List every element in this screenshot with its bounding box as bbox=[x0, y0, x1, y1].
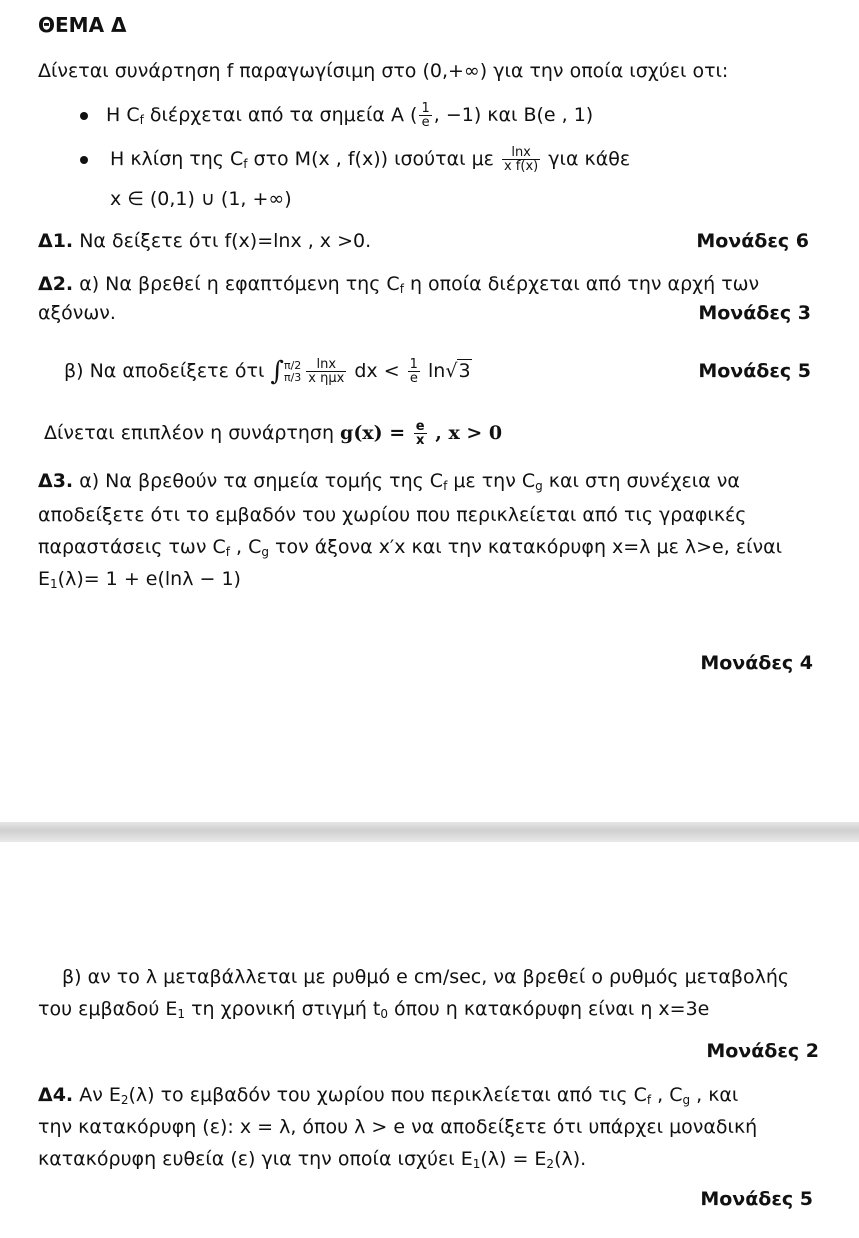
frac-num: lnx bbox=[502, 146, 540, 160]
d3b-line-2 bbox=[38, 996, 709, 1027]
sub-f: f bbox=[399, 282, 404, 296]
fraction bbox=[419, 102, 431, 129]
d4-l1-d: , και bbox=[690, 1084, 739, 1106]
question-d2b bbox=[64, 346, 472, 397]
d2a-text-b: η οποία διέρχεται από την αρχή των bbox=[403, 273, 760, 295]
bullet-1 bbox=[106, 102, 593, 133]
points-d3a: Μονάδες 4 bbox=[700, 652, 813, 674]
bullet-dot bbox=[80, 112, 88, 120]
sub-f: f bbox=[443, 479, 448, 493]
sub-1: 1 bbox=[472, 1157, 481, 1171]
frac-num: lnx bbox=[306, 358, 346, 372]
points-d2a: Μονάδες 3 bbox=[698, 302, 811, 324]
sqrt-radicand: 3 bbox=[458, 360, 471, 382]
bullet-dot bbox=[80, 156, 88, 164]
d3a-l3-c: τον άξονα x′x και την κατακόρυφη x=λ με λ>e, είναι bbox=[269, 536, 783, 558]
label-d4: Δ4. bbox=[38, 1084, 74, 1106]
sub-2: 2 bbox=[120, 1093, 129, 1107]
question-d2a bbox=[38, 271, 759, 302]
gdef-text: Δίνεται επιπλέον η συνάρτηση bbox=[44, 422, 341, 444]
d2a-line-2: αξόνων. bbox=[38, 302, 116, 324]
sub-g: g bbox=[261, 545, 270, 559]
integral-sign: ∫ bbox=[270, 356, 284, 387]
d3a-line-3 bbox=[38, 534, 782, 565]
d4-l3-a: κατακόρυφη ευθεία (ε) για την οποία ισχύει E bbox=[38, 1148, 473, 1170]
frac-den: e bbox=[421, 115, 430, 130]
lower-limit: π/3 bbox=[283, 370, 302, 384]
d3a-l4-a: E bbox=[38, 568, 51, 590]
label-d3: Δ3. bbox=[38, 470, 74, 492]
sub-1: 1 bbox=[177, 1007, 186, 1021]
d3a-l4-b: (λ)= 1 + e(lnλ − 1) bbox=[57, 568, 241, 590]
question-d1 bbox=[38, 228, 371, 254]
dx-text: dx < bbox=[348, 360, 406, 382]
bullet-2 bbox=[110, 146, 630, 177]
d3b-l2-a: του εμβαδού E bbox=[38, 998, 178, 1020]
d3a-l3-a: παραστάσεις των C bbox=[38, 536, 226, 558]
d4-l3-c: (λ). bbox=[554, 1148, 587, 1170]
sub-f: f bbox=[139, 113, 144, 127]
frac-den: x f(x) bbox=[503, 159, 539, 174]
d3b-l2-c: όπου η κατακόρυφη είναι η x=3e bbox=[388, 998, 710, 1020]
integral-limits bbox=[284, 360, 301, 384]
sub-2: 2 bbox=[546, 1157, 555, 1171]
d4-l1-c: , C bbox=[651, 1084, 683, 1106]
frac-num: 1 bbox=[409, 357, 418, 372]
g-formula: g(x) = bbox=[340, 422, 412, 444]
label-d1: Δ1. bbox=[38, 230, 74, 252]
label-d2: Δ2. bbox=[38, 273, 74, 295]
page-separator bbox=[0, 822, 859, 842]
bullet-1-text-a: Η C bbox=[106, 104, 140, 126]
section-title: ΘΕΜΑ Δ bbox=[38, 13, 127, 37]
d4-line-2: την κατακόρυφη (ε): x = λ, όπου λ > e να αποδείξετε ότι υπάρχει μοναδική bbox=[38, 1116, 758, 1138]
d3a-line-4 bbox=[38, 566, 241, 597]
g-definition bbox=[44, 420, 502, 447]
bullet-1-text-c: , −1) και Β(e , 1) bbox=[433, 104, 594, 126]
bullet-2-text-a: Η κλίση της C bbox=[110, 148, 244, 170]
d3a-text-a: α) Να βρεθούν τα σημεία τομής της C bbox=[73, 470, 444, 492]
question-d3b: β) αν το λ μεταβάλλεται με ρυθμό e cm/sec, να βρεθεί ο ρυθμός μεταβολής bbox=[62, 966, 790, 988]
d1-text: Να δείξετε ότι f(x)=lnx , x >0. bbox=[73, 230, 372, 252]
frac-num: e bbox=[415, 419, 425, 434]
d3a-text-b: με την C bbox=[447, 470, 536, 492]
upper-limit: π/2 bbox=[283, 358, 302, 372]
d3b-l2-b: τη χρονική στιγμή t bbox=[185, 998, 381, 1020]
d4-l1-b: (λ) το εμβαδόν του χωρίου που περικλείεται από τις C bbox=[128, 1084, 647, 1106]
sub-f: f bbox=[225, 545, 230, 559]
d3a-line-2: αποδείξετε ότι το εμβαδόν του χωρίου που περικλείεται από τις γραφικές bbox=[38, 504, 747, 526]
bullet-2-line-2: x ∈ (0,1) ∪ (1, +∞) bbox=[110, 188, 292, 210]
d2a-text-a: α) Να βρεθεί η εφαπτόμενη της C bbox=[73, 273, 400, 295]
bullet-1-text-b: διέρχεται από τα σημεία Α ( bbox=[143, 104, 418, 126]
points-d3b: Μονάδες 2 bbox=[706, 1040, 819, 1062]
fraction bbox=[502, 146, 540, 173]
sub-0: 0 bbox=[380, 1007, 389, 1021]
points-d1: Μονάδες 6 bbox=[696, 230, 809, 252]
bullet-2-text-b: στο Μ(x , f(x)) ισούται με bbox=[247, 148, 500, 170]
sub-g: g bbox=[535, 479, 543, 493]
rhs-ln: ln bbox=[421, 360, 446, 382]
question-d3a bbox=[38, 468, 740, 499]
frac-num: 1 bbox=[421, 101, 430, 116]
d3a-l3-b: , C bbox=[230, 536, 262, 558]
d2b-text: β) Να αποδείξετε ότι bbox=[64, 360, 271, 382]
sub-f: f bbox=[646, 1093, 652, 1107]
frac-den: x ημx bbox=[308, 371, 345, 386]
question-d4 bbox=[38, 1082, 738, 1113]
d4-line-3 bbox=[38, 1146, 586, 1177]
sqrt-sign: √ bbox=[445, 360, 458, 382]
integrand-fraction bbox=[306, 358, 346, 385]
g-fraction bbox=[414, 420, 427, 447]
page-2 bbox=[0, 842, 859, 1238]
d3a-text-c: και στη συνέχεια να bbox=[542, 470, 740, 492]
sub-1: 1 bbox=[50, 577, 58, 591]
points-d4: Μονάδες 5 bbox=[700, 1188, 813, 1210]
bullet-2-text-c: για κάθε bbox=[542, 148, 631, 170]
intro-text: Δίνεται συνάρτηση f παραγωγίσιμη στο (0,+∞) για την οποία ισχύει οτι: bbox=[38, 60, 729, 82]
sub-g: g bbox=[682, 1093, 691, 1107]
frac-den: e bbox=[409, 371, 418, 386]
points-d2b: Μονάδες 5 bbox=[698, 360, 811, 382]
frac-den: x bbox=[416, 433, 425, 448]
d4-l3-b: (λ) = E bbox=[480, 1148, 547, 1170]
g-tail: , x > 0 bbox=[428, 422, 503, 444]
d4-l1-a: Αν E bbox=[73, 1084, 121, 1106]
sub-f: f bbox=[243, 157, 248, 171]
rhs-fraction bbox=[408, 358, 420, 385]
